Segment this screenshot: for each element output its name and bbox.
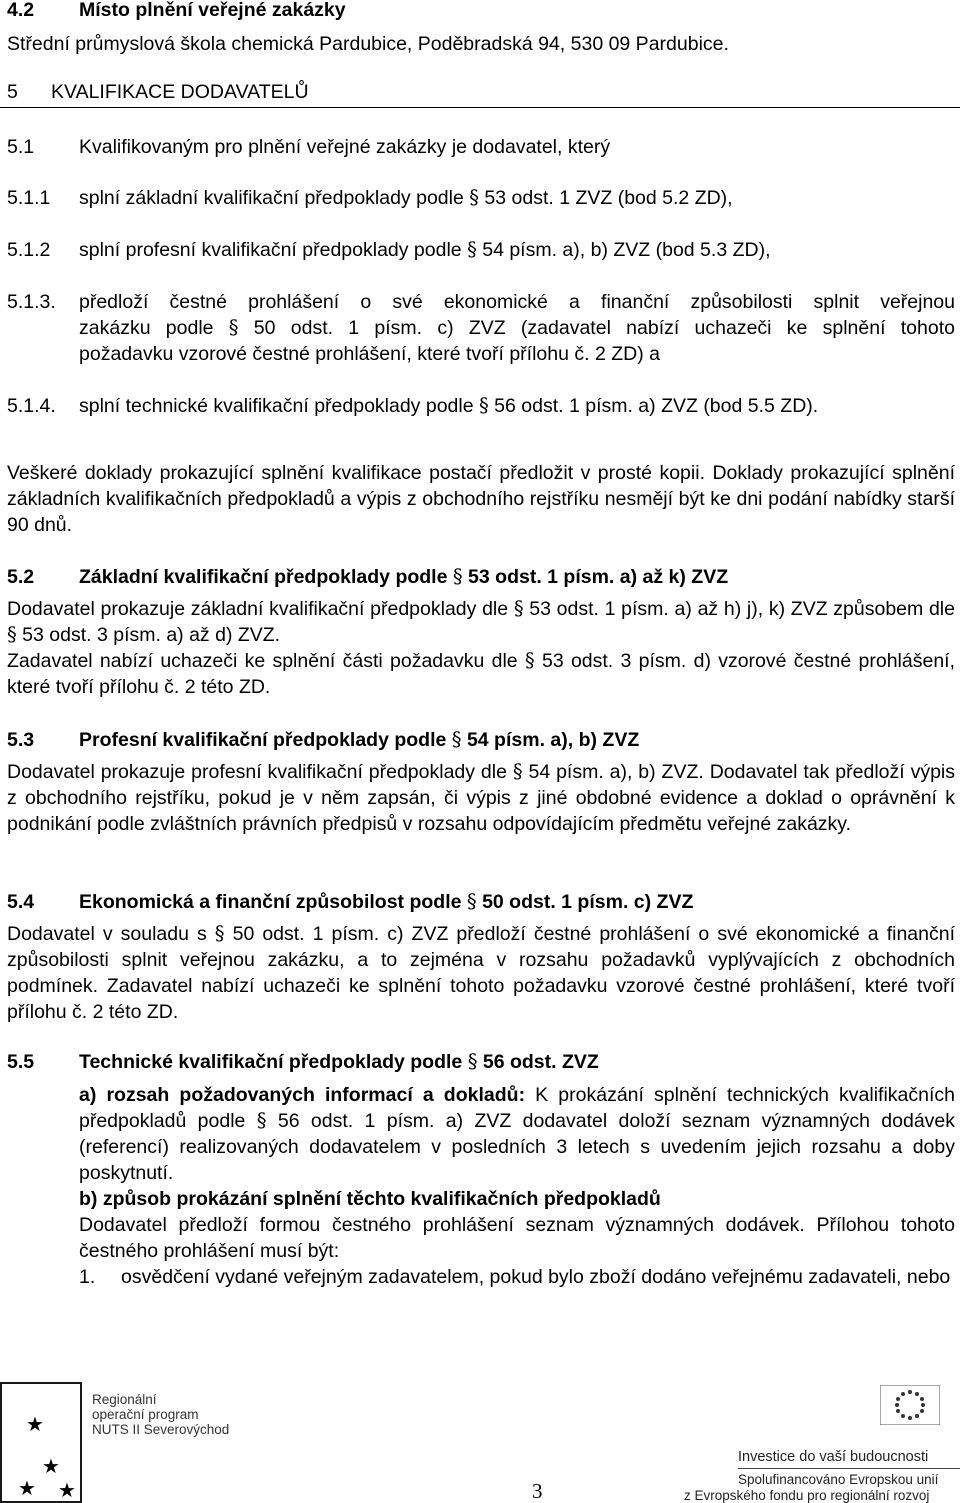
section-5-4-number: 5.4 [7, 891, 35, 913]
regional-program-line-2: operační program [92, 1407, 199, 1422]
eu-slogan: Investice do vaší budoucnosti [738, 1449, 929, 1465]
section-5-1-title: Kvalifikovaným pro plnění veřejné zakázky je dodavatel, který [79, 136, 611, 158]
section-divider [0, 107, 960, 108]
section-5-2-paragraph-1 [7, 596, 955, 648]
section-5-number: 5 [7, 81, 18, 103]
section-sign-icon: § [214, 922, 225, 945]
section-sign-icon: § [467, 238, 477, 261]
section-5-5-item-b-text: Dodavatel předloží formou čestného prohlášení seznam významných dodávek. Přílohou tohoto čestného prohlášení musí být: [79, 1214, 955, 1262]
text-run: Zadavatel nabízí uchazeči ke splnění části požadavku dle [7, 650, 518, 672]
item-text-pre: splní technické kvalifikační předpoklady podle [79, 395, 474, 417]
section-sign-icon: § [452, 565, 463, 588]
text-run: 54 písm. a), b) ZVZ. Dodavatel tak předloží výpis z obchodního rejstříku, pokud je v něm zapsán, či výpis z jiné obdobné evidence a doklad o oprávnění k podnikání podle zvláštních právních předpisů v rozsahu odpovídajícím předmětu veřejné zakázky. [7, 761, 956, 835]
item-5-1-4-number: 5.1.4. [7, 395, 56, 417]
item-5-1-2-text [79, 237, 771, 263]
eu-divider [738, 1468, 960, 1469]
text-run: 56 odst. 1 písm. a) ZVZ dodavatel doloží seznam významných dodávek (referencí) realizovaných dodavatelem v posledních 3 letech s uvedením jejich rozsahu a doby poskytnutí. [79, 1110, 956, 1184]
regional-program-line-3: NUTS II Severovýchod [92, 1422, 230, 1437]
section-5-3-paragraph [7, 759, 955, 837]
item-text-post: 50 odst. 1 písm. c) ZVZ (zadavatel nabízí uchazeči ke splnění tohoto [253, 317, 955, 339]
section-5-2-paragraph-2 [7, 648, 955, 700]
regional-program-logo [0, 1382, 82, 1503]
list-item-text: osvědčení vydané veřejným zadavatelem, pokud bylo zboží dodáno veřejnému zadavateli, nebo [121, 1266, 951, 1288]
eu-cofinanced: Spolufinancováno Evropskou unií [738, 1472, 939, 1487]
item-5-1-3-line1: předloží čestné prohlášení o své ekonomické a finanční způsobilosti splnit veřejnou [79, 291, 955, 313]
section-5-3-number: 5.3 [7, 729, 35, 751]
heading-post: 53 odst. 1 písm. a) až k) ZVZ [468, 566, 729, 588]
section-sign-icon: § [466, 890, 477, 913]
section-5-3-title [79, 727, 639, 753]
text-run: Dodavatel prokazuje profesní kvalifikační předpoklady dle [7, 761, 507, 783]
documents-paragraph: Veškeré doklady prokazující splnění kvalifikace postačí předložit v prosté kopii. Doklady prokazující splnění základních kvalifikačních předpokladů a výpis z obchodního rejstříku nesmějí být ke dni podání nabídky starší 90 dnů. [7, 462, 955, 536]
item-5-1-3-line2 [79, 315, 955, 341]
section-4-2-body: Střední průmyslová škola chemická Pardubice, Poděbradská 94, 530 09 Pardubice. [7, 33, 729, 55]
text-run: 53 odst. 3 písm. d) vzorové čestné prohlášení, které tvoří přílohu č. 2 této ZD. [7, 650, 955, 698]
item-5-1-3-number: 5.1.3. [7, 291, 56, 313]
eu-fund: z Evropského fondu pro regionální rozvoj [684, 1488, 930, 1503]
item-text-pre: zakázku podle [79, 317, 214, 339]
heading-post: 56 odst. ZVZ [482, 1051, 599, 1073]
item-5-1-3-line3: požadavku vzorové čestné prohlášení, které tvoří přílohu č. 2 ZD) a [79, 343, 660, 365]
section-5-title: KVALIFIKACE DODAVATELŮ [51, 81, 309, 103]
section-sign-icon: § [7, 623, 17, 646]
text-run: K prokázání splnění technických kvalifikačních předpokladů podle [79, 1084, 955, 1132]
section-4-2-title: Místo plnění veřejné zakázky [79, 0, 346, 21]
page-number: 3 [532, 1479, 543, 1503]
section-sign-icon: § [228, 316, 239, 339]
item-5-1-1-text [79, 185, 733, 211]
item-a-label: a) rozsah požadovaných informací a dokladů: [79, 1084, 526, 1106]
section-sign-icon: § [469, 186, 479, 209]
section-sign-icon: § [478, 394, 489, 417]
item-5-1-2-number: 5.1.2 [7, 239, 51, 261]
section-sign-icon: § [256, 1109, 267, 1132]
text-run: 53 odst. 3 písm. a) až d) ZVZ. [22, 624, 281, 646]
eu-flag-icon [880, 1385, 940, 1425]
star-icon: ★ [58, 1478, 76, 1502]
section-sign-icon: § [451, 728, 462, 751]
item-text-pre: splní profesní kvalifikační předpoklady podle [79, 239, 462, 261]
section-sign-icon: § [513, 597, 524, 620]
section-4-2-number: 4.2 [7, 0, 35, 21]
item-5-1-1-number: 5.1.1 [7, 187, 51, 209]
item-text-pre: splní základní kvalifikační předpoklady podle [79, 187, 464, 209]
section-5-2-number: 5.2 [7, 566, 35, 588]
section-5-4-title [79, 889, 693, 915]
section-sign-icon: § [524, 649, 535, 672]
text-run: Dodavatel v souladu s [7, 923, 207, 945]
heading-post: 54 písm. a), b) ZVZ [466, 729, 640, 751]
star-icon: ★ [18, 1476, 36, 1500]
heading-pre: Základní kvalifikační předpoklady podle [79, 566, 448, 588]
section-5-1-number: 5.1 [7, 136, 35, 158]
item-5-1-4-text [79, 393, 818, 419]
heading-pre: Ekonomická a finanční způsobilost podle [79, 891, 462, 913]
item-text-post: 56 odst. 1 písm. a) ZVZ (bod 5.5 ZD). [494, 395, 819, 417]
heading-pre: Technické kvalifikační předpoklady podle [79, 1051, 463, 1073]
item-text-post: 54 písm. a), b) ZVZ (bod 5.3 ZD), [482, 239, 771, 261]
section-5-5-title [79, 1049, 599, 1075]
section-5-5-item-a [79, 1082, 955, 1186]
regional-program-line-1: Regionální [92, 1392, 157, 1407]
heading-pre: Profesní kvalifikační předpoklady podle [79, 729, 447, 751]
section-5-4-paragraph [7, 921, 955, 1025]
section-5-2-title [79, 564, 728, 590]
text-run: Dodavatel prokazuje základní kvalifikační předpoklady dle [7, 598, 509, 620]
section-sign-icon: § [512, 760, 523, 783]
text-run: 53 odst. 1 písm. a) až h) j), k) ZVZ způsobem dle [529, 598, 955, 620]
list-item-number: 1. [79, 1266, 96, 1288]
section-sign-icon: § [467, 1050, 478, 1073]
section-5-5-item-b-label: b) způsob prokázání splnění těchto kvalifikačních předpokladů [79, 1188, 661, 1210]
star-icon: ★ [26, 1412, 44, 1436]
text-run: 50 odst. 1 písm. c) ZVZ předloží čestné prohlášení o své ekonomické a finanční způsobilosti splnit veřejnou zakázku, a to zejména v rozsahu požadavků vyplývajících z obchodních podmínek. Zadavatel nabízí uchazeči ke splnění tohoto požadavku vzorové čestné prohlášení, které tvoří přílohu č. 2 této ZD. [7, 923, 955, 1023]
section-5-5-number: 5.5 [7, 1051, 35, 1073]
heading-post: 50 odst. 1 písm. c) ZVZ [482, 891, 694, 913]
star-icon: ★ [42, 1454, 60, 1478]
item-text-post: 53 odst. 1 ZVZ (bod 5.2 ZD), [484, 187, 733, 209]
